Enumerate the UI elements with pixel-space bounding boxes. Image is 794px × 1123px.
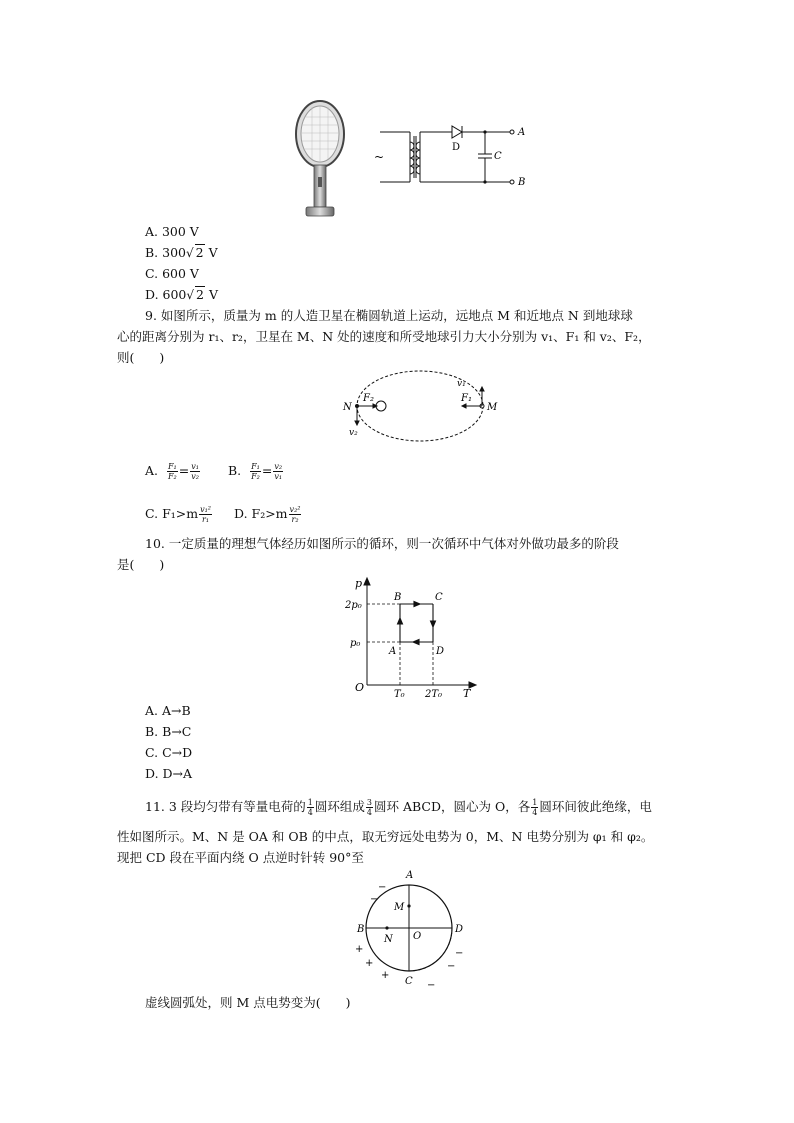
capacitor-label: C [494,151,502,162]
terminal-a-label: A [518,127,526,138]
q9-stem-line1: 9. 如图所示，质量为 m 的人造卫星在椭圆轨道上运动，远地点 M 和近地点 N 到地球球 [145,308,633,323]
ac-source-symbol: ~ [374,150,385,164]
q8-option-d: D. 600√ 2 V [145,287,219,302]
svg-text:−: − [455,948,464,959]
q10-option-a: A. A→B [145,703,191,718]
svg-text:F₂: F₂ [363,393,374,404]
elliptical-orbit-figure [340,366,500,446]
svg-text:D: D [436,646,445,657]
svg-text:T: T [463,687,471,700]
q11-stem-line1: 11. 3 段均匀带有等量电荷的 $\frac{1}{4}$ 圆环组成 $\frac{3}{4}$ 圆环 ABCD，圆心为 O，各 $\frac{1}{4}$ 圆环间彼此绝缘，电 [145,798,652,817]
svg-text:M: M [394,902,405,913]
svg-text:A: A [406,870,414,881]
svg-text:M: M [487,402,498,413]
svg-text:C: C [405,976,413,987]
charged-ring-figure [345,866,485,991]
svg-text:O: O [355,681,365,694]
svg-text:p₀: p₀ [350,638,361,649]
svg-text:v₂: v₂ [349,428,358,438]
svg-text:N: N [343,402,352,413]
q8-option-c: C. 600 V [145,266,199,281]
svg-text:p: p [355,577,363,590]
svg-text:−: − [370,894,379,905]
q10-stem-line2: 是( ) [117,557,165,572]
svg-text:+: + [365,958,374,969]
terminal-b-label: B [518,177,526,188]
svg-text:−: − [447,961,456,972]
svg-text:C: C [435,592,443,603]
svg-text:A: A [389,646,397,657]
q9-option-a: A. $\frac{\text{F₁}}{\text{F₂}}$ = $\frac{\text{v₁}}{\text{v₂}}$ [145,462,199,481]
svg-text:−: − [427,980,436,991]
fly-swatter-figure [290,97,350,222]
q10-stem-line1: 10. 一定质量的理想气体经历如图所示的循环，则一次循环中气体对外做功最多的阶段 [145,536,619,551]
q10-option-c: C. C→D [145,745,193,760]
q9-stem-line3: 则( ) [117,350,165,365]
svg-text:B: B [357,924,365,935]
svg-text:F₁: F₁ [461,393,472,404]
q11-stem-line2: 性如图所示。M、N 是 OA 和 OB 的中点，取无穷远处电势为 0，M、N 电势分别为 φ₁ 和 φ₂。 [117,829,654,844]
q8-option-a: A. 300 V [145,224,199,239]
q9-option-b: B. $\frac{\text{F₁}}{\text{F₂}}$ = $\frac{\text{v₂}}{\text{v₁}}$ [228,462,283,481]
svg-text:v₁: v₁ [457,379,466,389]
svg-text:−: − [378,882,387,893]
q9-option-d: D. F₂>m $\frac{\text{v₂²}}{\text{r₂}}$ [234,505,301,524]
svg-text:+: + [381,970,390,981]
svg-text:T₀: T₀ [394,689,405,700]
q11-stem-line3: 现把 CD 段在平面内绕 O 点逆时针转 90°至 [117,850,364,865]
svg-text:2T₀: 2T₀ [425,689,443,700]
svg-text:D: D [455,924,464,935]
q9-option-c: C. F₁>m $\frac{\text{v₁²}}{\text{r₁}}$ [145,505,212,524]
rectifier-circuit [370,120,530,190]
p-T-cycle-graph [345,575,485,700]
svg-text:O: O [413,931,422,942]
q8-option-b: B. 300√ 2 V [145,245,218,260]
svg-text:B: B [394,592,402,603]
q9-stem-line2: 心的距离分别为 r₁、r₂，卫星在 M、N 处的速度和所受地球引力大小分别为 v₁、F₁ 和 v₂、F₂， [117,329,651,344]
svg-text:2p₀: 2p₀ [345,600,362,611]
diode-label: D [452,142,461,153]
q11-stem-line4: 虚线圆弧处，则 M 点电势变为( ) [145,995,351,1010]
svg-text:+: + [355,944,364,955]
q10-option-b: B. B→C [145,724,192,739]
q10-option-d: D. D→A [145,766,193,781]
svg-text:N: N [384,934,393,945]
